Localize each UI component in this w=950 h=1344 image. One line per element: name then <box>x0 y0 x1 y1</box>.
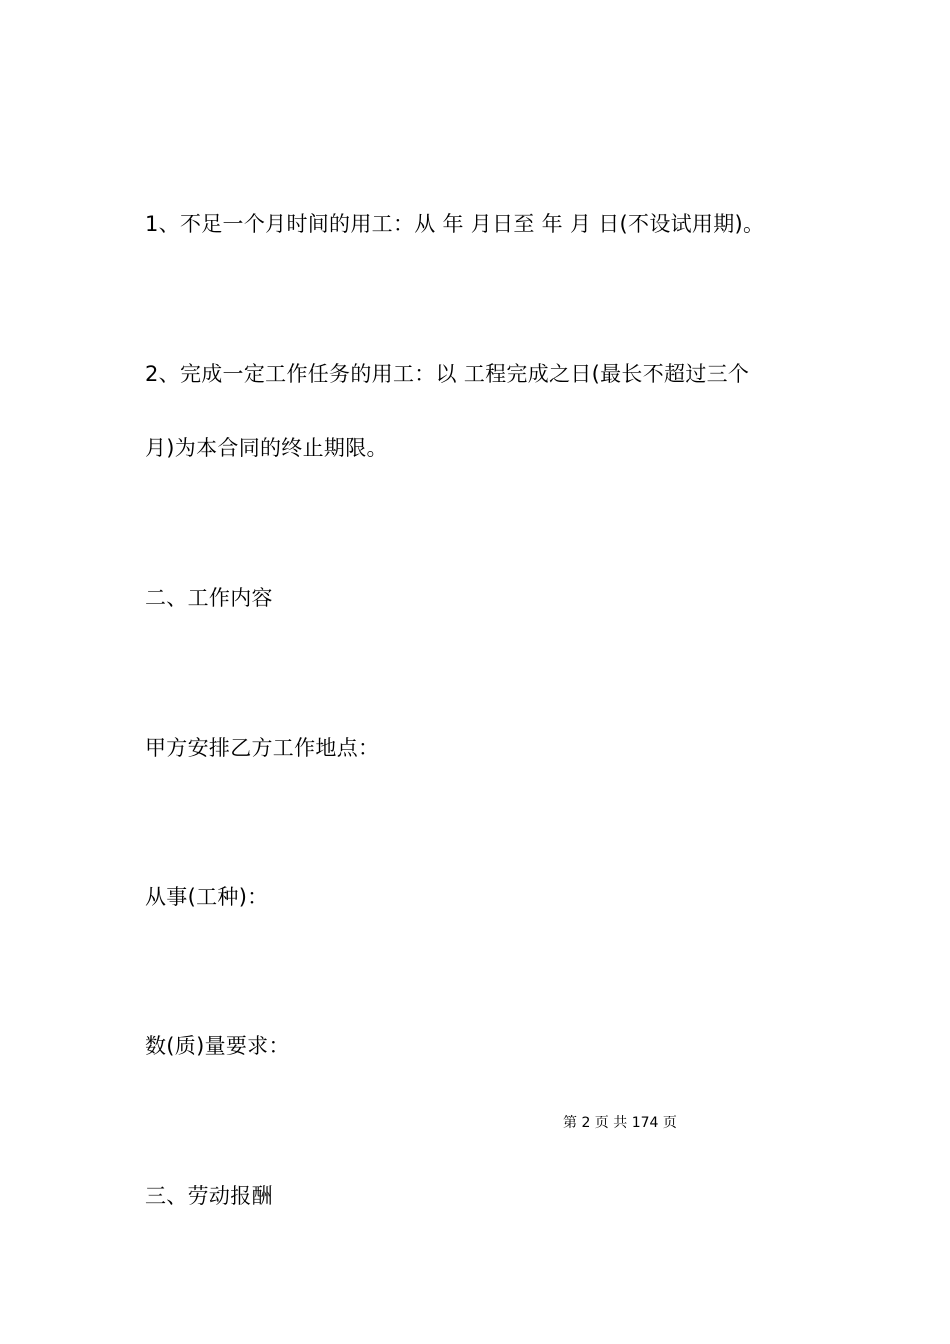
clause-2-continuation: 月)为本合同的终止期限。 <box>145 436 388 460</box>
work-location-label: 甲方安排乙方工作地点： <box>145 736 380 760</box>
quality-requirement-label: 数(质)量要求： <box>145 1034 290 1058</box>
section-heading-remuneration: 三、劳动报酬 <box>145 1184 273 1208</box>
clause-1-short-term: 1、不足一个月时间的用工：从 年 月日至 年 月 日(不设试用期)。 <box>145 212 765 236</box>
clause-2-task-based: 2、完成一定工作任务的用工：以 工程完成之日(最长不超过三个 <box>145 362 750 386</box>
section-heading-work-content: 二、工作内容 <box>145 586 273 610</box>
page-number: 第 2 页 共 174 页 <box>563 1115 677 1131</box>
job-type-label: 从事(工种)： <box>145 885 269 909</box>
